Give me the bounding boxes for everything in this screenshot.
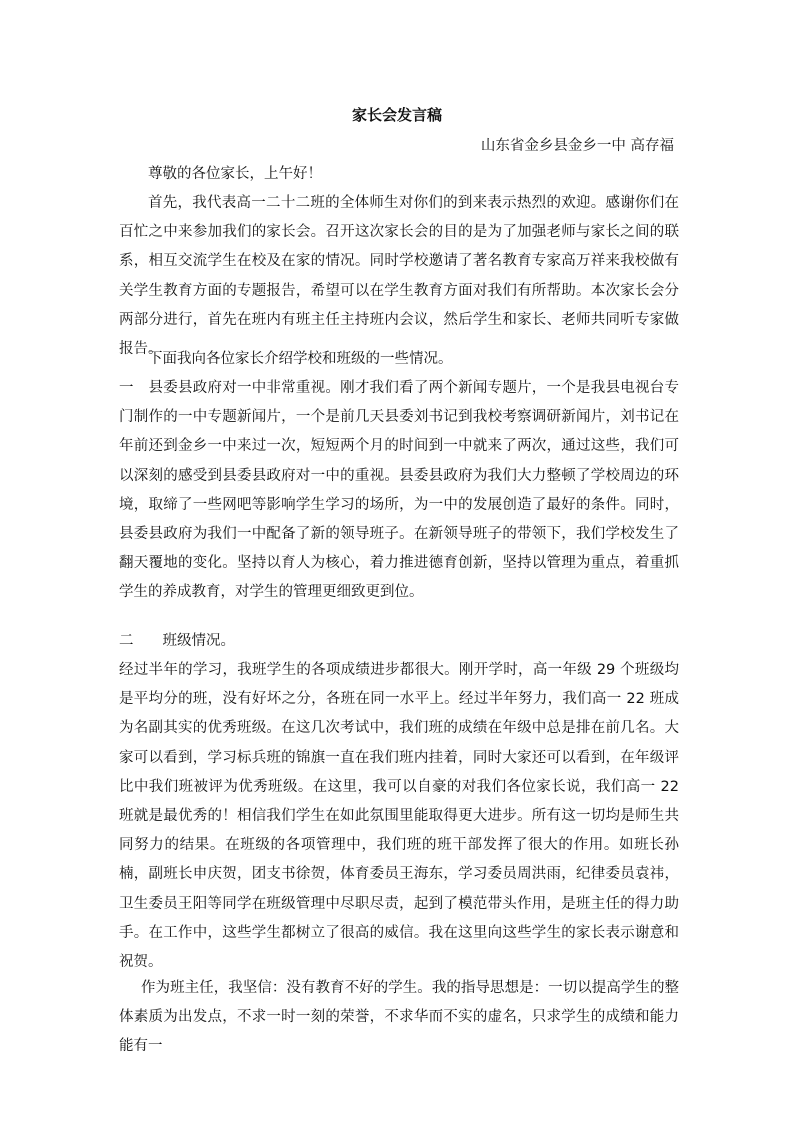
section-1-paragraph: 一 县委县政府对一中非常重视。刚才我们看了两个新闻专题片，一个是我县电视台专门制作的一中专题新闻片，一个是前几天县委刘书记到我校考察调研新闻片，刘书记在年前还到金乡一中来过一次，短短两个月的时间到一中就来了两次，通过这些，我们可以深刻的感受到县委县政府对一中的重视。县委县政府为我们大力整顿了学校周边的环境，取缔了一些网吧等影响学生学习的场所，为一中的发展创造了最好的条件。同时，县委县政府为我们一中配备了新的领导班子。在新领导班子的带领下，我们学校发生了翻天覆地的变化。坚持以育人为核心，着力推进德育创新，坚持以管理为重点，着重抓学生的养成教育，对学生的管理更细致更到位。 [119, 380, 679, 601]
intro-paragraph: 首先，我代表高一二十二班的全体师生对你们的到来表示热烈的欢迎。感谢你们在百忙之中来参加我们的家长会。召开这次家长会的目的是为了加强老师与家长之间的联系，相互交流学生在校及在家的情况。同时学校邀请了著名教育专家高万祥来我校做有关学生教育方面的专题报告，希望可以在学生教育方面对我们有所帮助。本次家长会分两部分进行，首先在班内有班主任主持班内会议，然后学生和家长、老师共同听专家做报告。 [119, 195, 679, 358]
section-2-heading: 二 班级情况。 [119, 633, 235, 649]
section-2-paragraph: 经过半年的学习，我班学生的各项成绩进步都很大。刚开学时，高一年级 29 个班级均是平均分的班，没有好坏之分，各班在同一水平上。经过半年努力，我们高一 22 班成为名副其实的优秀班级。在这几次考试中，我们班的成绩在年级中总是排在前几名。大家可以看到，学习标兵班的锦旗一直在我们班内挂着，同时大家还可以看到，在年级评比中我们班被评为优秀班级。在这里，我可以自豪的对我们各位家长说，我们高一 22 班就是最优秀的！相信我们学生在如此氛围里能取得更大进步。所有这一切均是师生共同努力的结果。在班级的各项管理中，我们班的班干部发挥了很大的作用。如班长孙楠，副班长申庆贺，团支书徐贺，体育委员王海东，学习委员周洪雨，纪律委员袁祎，卫生委员王阳等同学在班级管理中尽职尽责，起到了模范带头作用，是班主任的得力助手。在工作中，这些学生都树立了很高的威信。我在这里向这些学生的家长表示谢意和祝贺。 [119, 662, 679, 971]
teacher-philosophy-paragraph: 作为班主任，我坚信：没有教育不好的学生。我的指导思想是：一切以提高学生的整体素质为出发点，不求一时一刻的荣誉，不求华而不实的虚名，只求学生的成绩和能力能有一 [119, 980, 679, 1055]
greeting-paragraph: 尊敬的各位家长，上午好！ [148, 166, 322, 182]
document-title: 家长会发言稿 [351, 106, 442, 124]
author-byline: 山东省金乡县金乡一中 高存福 [480, 138, 674, 154]
overview-paragraph: 下面我向各位家长介绍学校和班级的一些情况。 [148, 351, 453, 367]
